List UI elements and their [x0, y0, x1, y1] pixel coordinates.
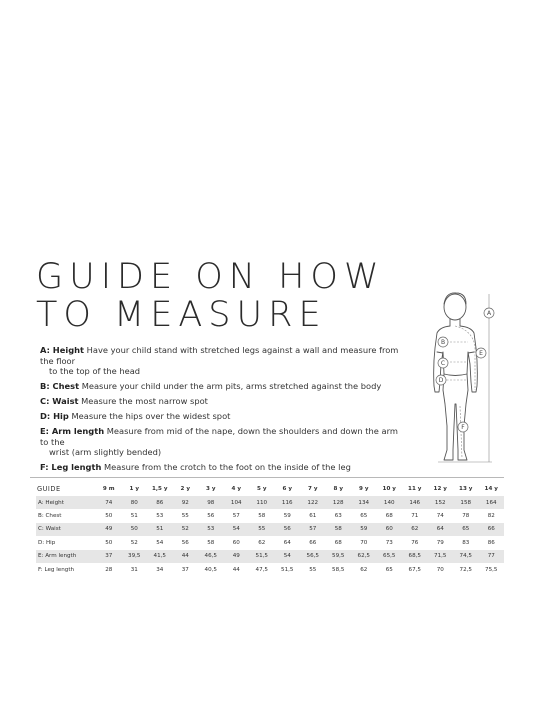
table-cell: 164 — [479, 496, 505, 509]
table-cell: 65 — [360, 513, 368, 520]
table-cell: 70 — [360, 539, 368, 546]
table-cell: 44 — [232, 566, 240, 573]
table-cell: 74 — [436, 513, 444, 520]
table-cell: 68 — [385, 513, 393, 520]
instruction-text: Measure from the crotch to the foot on the inside of the leg — [101, 462, 351, 472]
table-cell: 56 — [275, 523, 301, 536]
table-cell: 59 — [351, 523, 377, 536]
table-cell: 68 — [334, 539, 342, 546]
size-column-header: 9 m — [102, 485, 115, 492]
row-label: A: Height — [36, 496, 96, 509]
table-cell: 68,5 — [402, 550, 428, 563]
table-cell: 39,5 — [122, 550, 148, 563]
figure-head — [444, 294, 466, 320]
marker-label-e: E — [479, 350, 483, 358]
table-cell: 79 — [436, 539, 444, 546]
size-column-header: 13 y — [459, 485, 473, 492]
table-cell: 53 — [156, 513, 164, 520]
instruction-text: Measure the hips over the widest spot — [68, 411, 231, 421]
marker-label-c: C — [440, 360, 446, 368]
table-cell: 54 — [275, 550, 301, 563]
table-cell: 62,5 — [351, 550, 377, 563]
table-cell: 47,5 — [255, 566, 268, 573]
table-cell: 73 — [385, 539, 393, 546]
table-cell: 50 — [122, 523, 148, 536]
size-table-body — [36, 496, 504, 576]
row-label: B: Chest — [38, 513, 62, 520]
table-cell: 58,5 — [332, 566, 345, 573]
table-cell: 104 — [224, 496, 250, 509]
size-header-row — [36, 481, 504, 496]
table-row — [36, 509, 504, 522]
table-cell: 140 — [377, 496, 403, 509]
table-cell: 51,5 — [249, 550, 275, 563]
table-cell: 51 — [147, 523, 173, 536]
table-cell: 51,5 — [281, 566, 294, 573]
size-column-header: 7 y — [308, 485, 318, 492]
instruction-text-continued: wrist (arm slightly bended) — [49, 447, 162, 457]
table-cell: 152 — [428, 496, 454, 509]
table-cell: 66 — [309, 539, 317, 546]
table-cell: 59,5 — [326, 550, 352, 563]
row-label: C: Waist — [36, 523, 96, 536]
figure-hair — [444, 293, 466, 304]
table-cell: 50 — [105, 539, 113, 546]
figure-sleeve-right — [468, 352, 474, 353]
arm-measure-line — [455, 326, 475, 390]
instruction-text: Have your child stand with stretched legs against a wall and measure from the floor — [40, 345, 399, 366]
size-column-header: 1,5 y — [151, 485, 168, 492]
table-cell: 86 — [147, 496, 173, 509]
marker-label-d: D — [438, 377, 444, 385]
table-cell: 57 — [232, 513, 240, 520]
table-cell: 83 — [462, 539, 470, 546]
table-cell: 58 — [326, 523, 352, 536]
table-cell: 52 — [130, 539, 138, 546]
table-cell: 77 — [479, 550, 505, 563]
table-row — [36, 523, 504, 536]
size-column-header: 11 y — [408, 485, 422, 492]
table-cell: 128 — [326, 496, 352, 509]
table-cell: 92 — [173, 496, 199, 509]
instruction-key: B: Chest — [40, 381, 80, 391]
table-cell: 75,5 — [485, 566, 498, 573]
row-label: F: Leg length — [38, 566, 75, 573]
table-cell: 41,5 — [147, 550, 173, 563]
table-cell: 56,5 — [300, 550, 326, 563]
instruction-key: D: Hip — [40, 411, 69, 421]
table-cell: 57 — [300, 523, 326, 536]
table-cell: 110 — [249, 496, 275, 509]
instruction-text: Measure from mid of the nape, down the shoulders and down the arm to the — [40, 426, 398, 447]
measurement-instructions — [40, 345, 400, 477]
size-column-header: 5 y — [257, 485, 267, 492]
instruction-chest — [40, 381, 400, 392]
section-divider — [30, 477, 504, 478]
table-cell: 116 — [275, 496, 301, 509]
instruction-leg-length — [40, 462, 400, 473]
table-cell: 64 — [428, 523, 454, 536]
table-cell: 82 — [487, 513, 495, 520]
child-figure-illustration — [428, 286, 498, 472]
table-cell: 64 — [283, 539, 291, 546]
table-cell: 34 — [156, 566, 164, 573]
table-cell: 60 — [377, 523, 403, 536]
instruction-key: F: Leg length — [40, 462, 102, 472]
table-cell: 37 — [96, 550, 122, 563]
size-column-header: 9 y — [359, 485, 369, 492]
instruction-arm-length — [40, 426, 400, 458]
table-cell: 61 — [309, 513, 317, 520]
table-cell: 98 — [198, 496, 224, 509]
instruction-text-continued: to the top of the head — [49, 366, 141, 376]
table-cell: 62 — [402, 523, 428, 536]
instruction-key: E: Arm length — [40, 426, 105, 436]
marker-label-f: F — [461, 424, 465, 432]
size-column-header: 6 y — [282, 485, 292, 492]
table-cell: 59 — [283, 513, 291, 520]
table-corner-label: GUIDE — [37, 484, 61, 493]
table-cell: 70 — [436, 566, 444, 573]
table-cell: 37 — [181, 566, 189, 573]
table-cell: 49 — [224, 550, 250, 563]
size-column-header: 2 y — [180, 485, 190, 492]
table-cell: 146 — [402, 496, 428, 509]
table-cell: 55 — [181, 513, 189, 520]
row-label: E: Arm length — [36, 550, 96, 563]
size-column-header: 1 y — [129, 485, 139, 492]
table-cell: 58 — [258, 513, 266, 520]
table-cell: 62 — [258, 539, 266, 546]
table-row — [36, 550, 504, 563]
table-row — [36, 496, 504, 509]
table-cell: 65 — [453, 523, 479, 536]
table-cell: 52 — [173, 523, 199, 536]
table-cell: 74,5 — [453, 550, 479, 563]
table-row — [36, 563, 504, 576]
table-cell: 66 — [479, 523, 505, 536]
size-column-header: 10 y — [382, 485, 396, 492]
table-cell: 50 — [105, 513, 113, 520]
table-cell: 54 — [156, 539, 164, 546]
size-column-header: 4 y — [231, 485, 241, 492]
table-cell: 31 — [130, 566, 138, 573]
table-cell: 158 — [453, 496, 479, 509]
table-cell: 55 — [249, 523, 275, 536]
table-cell: 53 — [198, 523, 224, 536]
table-cell: 71 — [411, 513, 419, 520]
table-cell: 62 — [360, 566, 368, 573]
table-cell: 56 — [181, 539, 189, 546]
instruction-waist — [40, 396, 400, 407]
table-cell: 63 — [334, 513, 342, 520]
table-cell: 49 — [96, 523, 122, 536]
figure-sleeve-left — [437, 352, 443, 353]
table-cell: 76 — [411, 539, 419, 546]
table-cell: 65,5 — [377, 550, 403, 563]
table-cell: 60 — [232, 539, 240, 546]
marker-label-b: B — [440, 339, 446, 347]
size-chart-table — [36, 481, 504, 576]
table-cell: 122 — [300, 496, 326, 509]
instruction-text: Measure the most narrow spot — [78, 396, 208, 406]
table-cell: 72,5 — [459, 566, 472, 573]
table-cell: 58 — [207, 539, 215, 546]
size-column-header: 8 y — [333, 485, 343, 492]
table-cell: 40,5 — [204, 566, 217, 573]
instruction-hip — [40, 411, 400, 422]
table-cell: 67,5 — [408, 566, 421, 573]
size-column-header: 14 y — [484, 485, 498, 492]
table-row — [36, 536, 504, 549]
instruction-key: C: Waist — [40, 396, 79, 406]
page-title — [36, 258, 385, 334]
table-cell: 51 — [130, 513, 138, 520]
size-column-header: 3 y — [206, 485, 216, 492]
table-cell: 46,5 — [198, 550, 224, 563]
figure-shirt-hem — [444, 374, 467, 376]
table-cell: 71,5 — [428, 550, 454, 563]
instruction-text: Measure your child under the arm pits, arms stretched against the body — [79, 381, 382, 391]
table-cell: 28 — [105, 566, 113, 573]
table-cell: 134 — [351, 496, 377, 509]
page-title-line-2: TO MEASURE — [36, 295, 327, 335]
instruction-height — [40, 345, 400, 377]
page-title-line-1: GUIDE ON HOW — [36, 257, 385, 297]
row-label: D: Hip — [38, 539, 56, 546]
table-cell: 44 — [173, 550, 199, 563]
marker-label-a: A — [486, 310, 492, 318]
instruction-key: A: Height — [40, 345, 85, 355]
table-cell: 55 — [309, 566, 317, 573]
table-cell: 54 — [224, 523, 250, 536]
table-cell: 65 — [385, 566, 393, 573]
table-cell: 56 — [207, 513, 215, 520]
table-cell: 78 — [462, 513, 470, 520]
table-cell: 80 — [122, 496, 148, 509]
table-cell: 74 — [96, 496, 122, 509]
table-cell: 86 — [487, 539, 495, 546]
size-column-header: 12 y — [433, 485, 447, 492]
